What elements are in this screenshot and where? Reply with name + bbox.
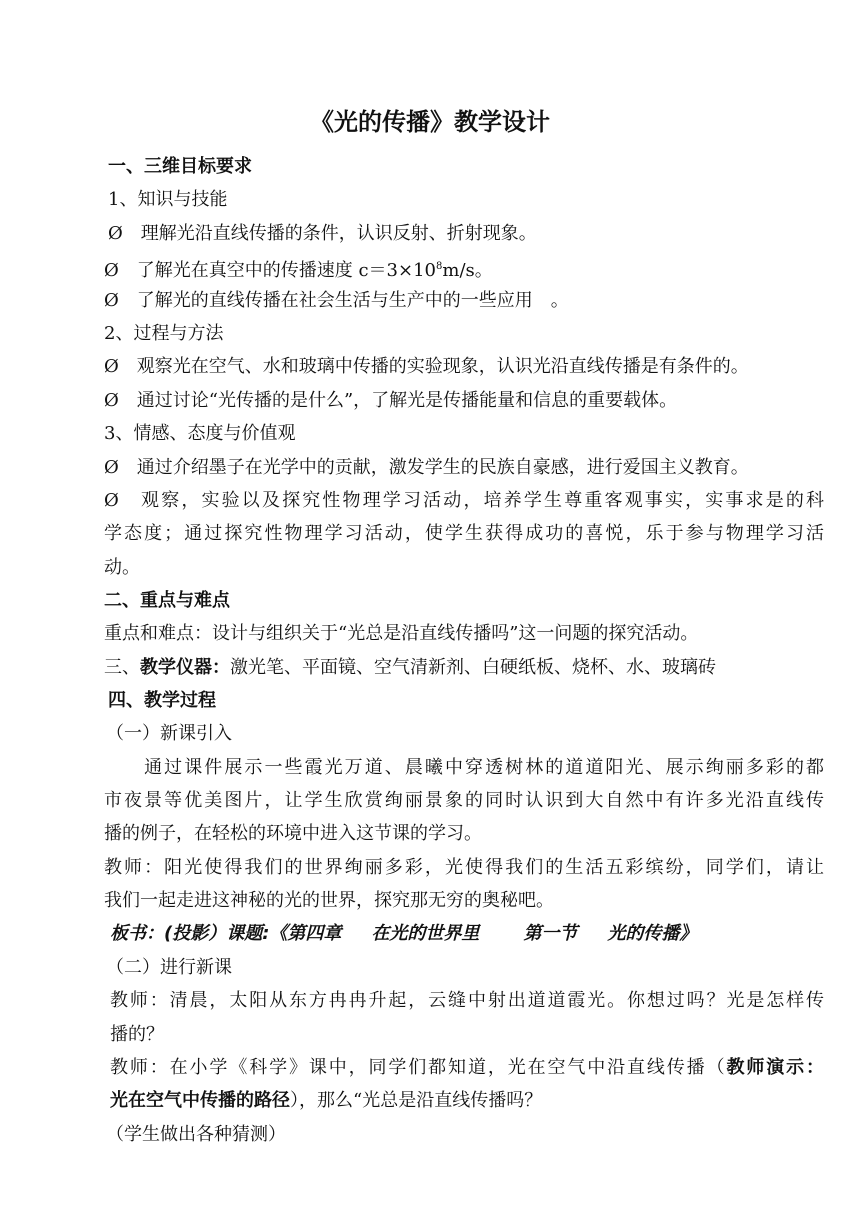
teacher-text: 教师：在小学《科学》课中，同学们都知道，光在空气中沿直线传播（	[110, 1057, 727, 1078]
subheading-emotion: 3、情感、态度与价值观	[104, 423, 296, 444]
bullet-item: Ø 通过讨论“光传播的是什么”，了解光是传播能量和信息的重要载体。	[104, 390, 678, 411]
bullet-item-line: 学态度；通过探究性物理学习活动，使学生获得成功的喜悦，乐于参与物理学习活	[104, 523, 824, 544]
paragraph-line: 通过课件展示一些霞光万道、晨曦中穿透树林的道道阳光、展示绚丽多彩的都	[104, 757, 824, 778]
document-title: 《光的传播》教学设计	[310, 108, 550, 136]
student-guess-note: （学生做出各种猜测）	[106, 1124, 286, 1145]
subsection-intro-title: （一）新课引入	[106, 723, 232, 744]
speed-text: Ø 了解光在真空中的传播速度 c＝3×10	[104, 260, 436, 281]
teacher-text: ），那么“光总是沿直线传播吗？	[290, 1090, 543, 1111]
teacher-demo-label: 教师演示：	[726, 1057, 825, 1078]
bullet-item-line: 动。	[104, 557, 140, 578]
board-part: 在光的世界里	[371, 923, 480, 944]
paragraph-line: 市夜景等优美图片，让学生欣赏绚丽景象的同时认识到大自然中有许多光沿直线传	[104, 790, 824, 811]
teacher-demo-content: 光在空气中传播的路径	[110, 1090, 290, 1111]
equipment-prefix: 三、	[104, 657, 140, 678]
paragraph-line: 播的？	[110, 1024, 164, 1045]
bullet-item: Ø 理解光沿直线传播的条件，认识反射、折射现象。	[108, 223, 537, 244]
section-heading-objectives: 一、三维目标要求	[108, 156, 252, 177]
board-part: 光的传播》	[607, 923, 698, 944]
bullet-item-line: Ø 观察，实验以及探究性物理学习活动，培养学生尊重客观事实，实事求是的科	[104, 490, 824, 511]
section-heading-keypoints: 二、重点与难点	[104, 590, 230, 611]
bullet-item: Ø 了解光的直线传播在社会生活与生产中的一些应用 。	[104, 290, 569, 311]
paragraph-line	[110, 1057, 824, 1079]
board-part: 第一节	[523, 923, 578, 944]
equipment-label: 教学仪器：	[140, 657, 230, 678]
bullet-item-speed	[104, 256, 824, 282]
speed-unit: m/s。	[442, 260, 493, 281]
bullet-item: Ø 观察光在空气、水和玻璃中传播的实验现象，认识光沿直线传播是有条件的。	[104, 356, 749, 377]
paragraph-line	[110, 1090, 830, 1112]
subsection-new-lesson-title: （二）进行新课	[106, 957, 232, 978]
subheading-process: 2、过程与方法	[104, 323, 224, 344]
speed-exponent: 8	[436, 261, 443, 272]
equipment-items: 激光笔、平面镜、空气清新剂、白硬纸板、烧杯、水、玻璃砖	[230, 657, 716, 678]
section-heading-process: 四、教学过程	[108, 690, 216, 711]
keypoints-text: 重点和难点：设计与组织关于“光总是沿直线传播吗”这一问题的探究活动。	[104, 623, 699, 644]
section-equipment	[104, 657, 824, 679]
paragraph-line: 我们一起走进这神秘的光的世界，探究那无穷的奥秘吧。	[104, 890, 554, 911]
bullet-item: Ø 通过介绍墨子在光学中的贡献，激发学生的民族自豪感，进行爱国主义教育。	[104, 457, 749, 478]
board-part: 板书：(投影）课题:《第四章	[110, 923, 342, 944]
board-writing	[110, 923, 830, 945]
subheading-knowledge: 1、知识与技能	[108, 189, 228, 210]
paragraph-line: 教师：清晨，太阳从东方冉冉升起，云缝中射出道道霞光。你想过吗？光是怎样传	[110, 990, 824, 1011]
paragraph-line: 教师：阳光使得我们的世界绚丽多彩，光使得我们的生活五彩缤纷，同学们，请让	[104, 857, 824, 878]
paragraph-line: 播的例子，在轻松的环境中进入这节课的学习。	[104, 823, 482, 844]
